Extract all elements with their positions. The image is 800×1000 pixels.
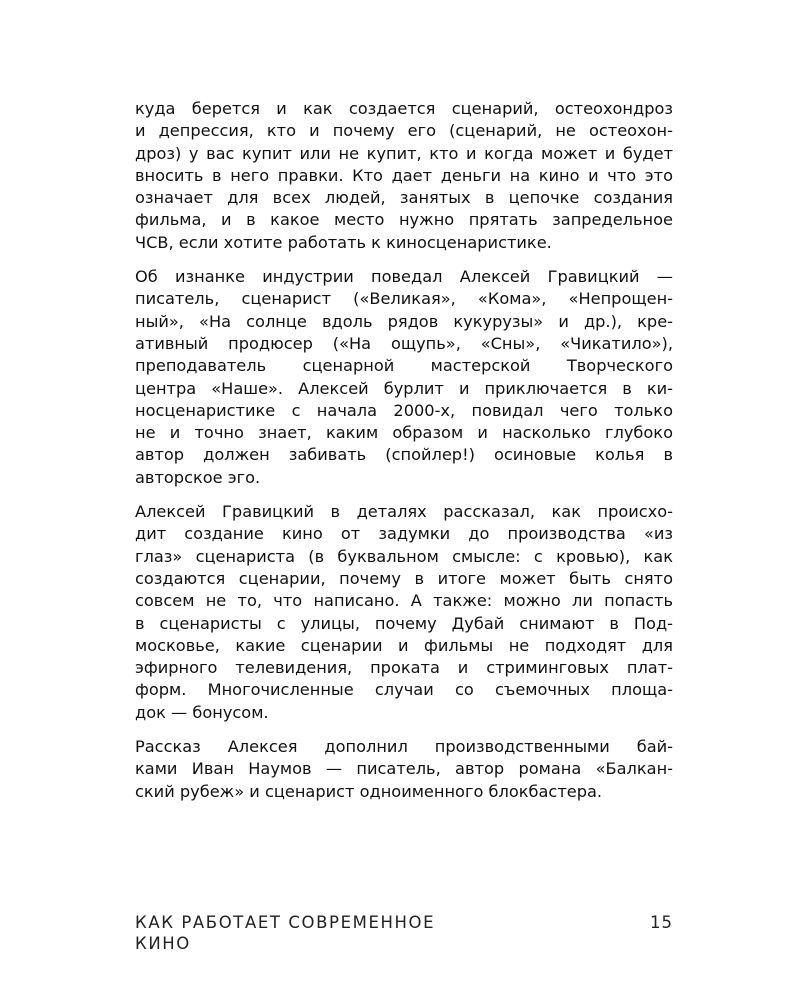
page-number: 15	[650, 913, 673, 932]
text-line: преподаватель сценарной мастерской Творческого	[135, 356, 673, 376]
text-line: автор должен забивать (спойлер!) осиновые колья в	[135, 445, 673, 465]
text-line: означает для всех людей, занятых в цепочке создания	[135, 188, 673, 208]
text-line: Алексей Гравицкий в деталях рассказал, как происхо-	[135, 502, 673, 522]
text-line: ативный продюсер («На ощупь», «Сны», «Чикатило»),	[135, 333, 673, 353]
paragraph-1	[135, 98, 673, 254]
text-line: писатель, сценарист («Великая», «Кома», «Непрощен-	[135, 289, 673, 309]
text-line: носценаристике с начала 2000-х, повидал чего только	[135, 400, 673, 420]
text-line: ный», «На солнце вдоль рядов кукурузы» и др.), кре-	[135, 311, 673, 331]
running-title-line: КИНО	[135, 934, 191, 953]
text-line: создаются сценарии, почему в итоге может быть снято	[135, 568, 673, 588]
text-line: куда берется и как создается сценарий, остеохондроз	[135, 99, 673, 118]
text-line: не и точно знает, каким образом и насколько глубоко	[135, 423, 673, 443]
body-text	[135, 98, 673, 815]
text-line: и депрессия, кто и почему его (сценарий, не остеохон-	[135, 121, 673, 141]
text-line: ЧСВ, если хотите работать к киносценаристике.	[135, 232, 552, 252]
text-line: глаз» сценариста (в буквальном смысле: с кровью), как	[135, 546, 673, 566]
text-line: центра «Наше». Алексей бурлит и приключается в ки-	[135, 378, 673, 398]
text-line: в сценаристы с улицы, почему Дубай снимают в Под-	[135, 613, 673, 633]
text-line: авторское эго.	[135, 467, 261, 487]
text-line: фильма, и в какое место нужно прятать запредельное	[135, 210, 673, 230]
paragraph-2	[135, 266, 673, 489]
running-title	[135, 912, 435, 954]
text-line: док — бонусом.	[135, 702, 269, 722]
paragraph-4	[135, 736, 673, 803]
text-line: совсем не то, что написано. А также: можно ли попасть	[135, 591, 673, 611]
text-line: Рассказ Алексея дополнил производственными бай-	[135, 737, 673, 757]
paragraph-3	[135, 501, 673, 724]
text-line: ками Иван Наумов — писатель, автор романа «Балкан-	[135, 759, 673, 779]
text-line: вносить в него правки. Кто дает деньги на кино и что это	[135, 165, 673, 185]
text-line: эфирного телевидения, проката и стриминговых плат-	[135, 658, 673, 678]
text-line: дроз) у вас купит или не купит, кто и когда может и будет	[135, 143, 673, 163]
text-line: форм. Многочисленные случаи со съемочных площа-	[135, 680, 673, 700]
text-line: московье, какие сценарии и фильмы не подходят для	[135, 635, 673, 655]
running-title-line: КАК РАБОТАЕТ СОВРЕМЕННОЕ	[135, 913, 436, 932]
page-footer	[135, 912, 673, 962]
text-line: дит создание кино от задумки до производства «из	[135, 524, 673, 544]
text-line: Об изнанке индустрии поведал Алексей Гравицкий —	[135, 267, 673, 287]
text-line: ский рубеж» и сценарист одноименного блокбастера.	[135, 781, 603, 801]
